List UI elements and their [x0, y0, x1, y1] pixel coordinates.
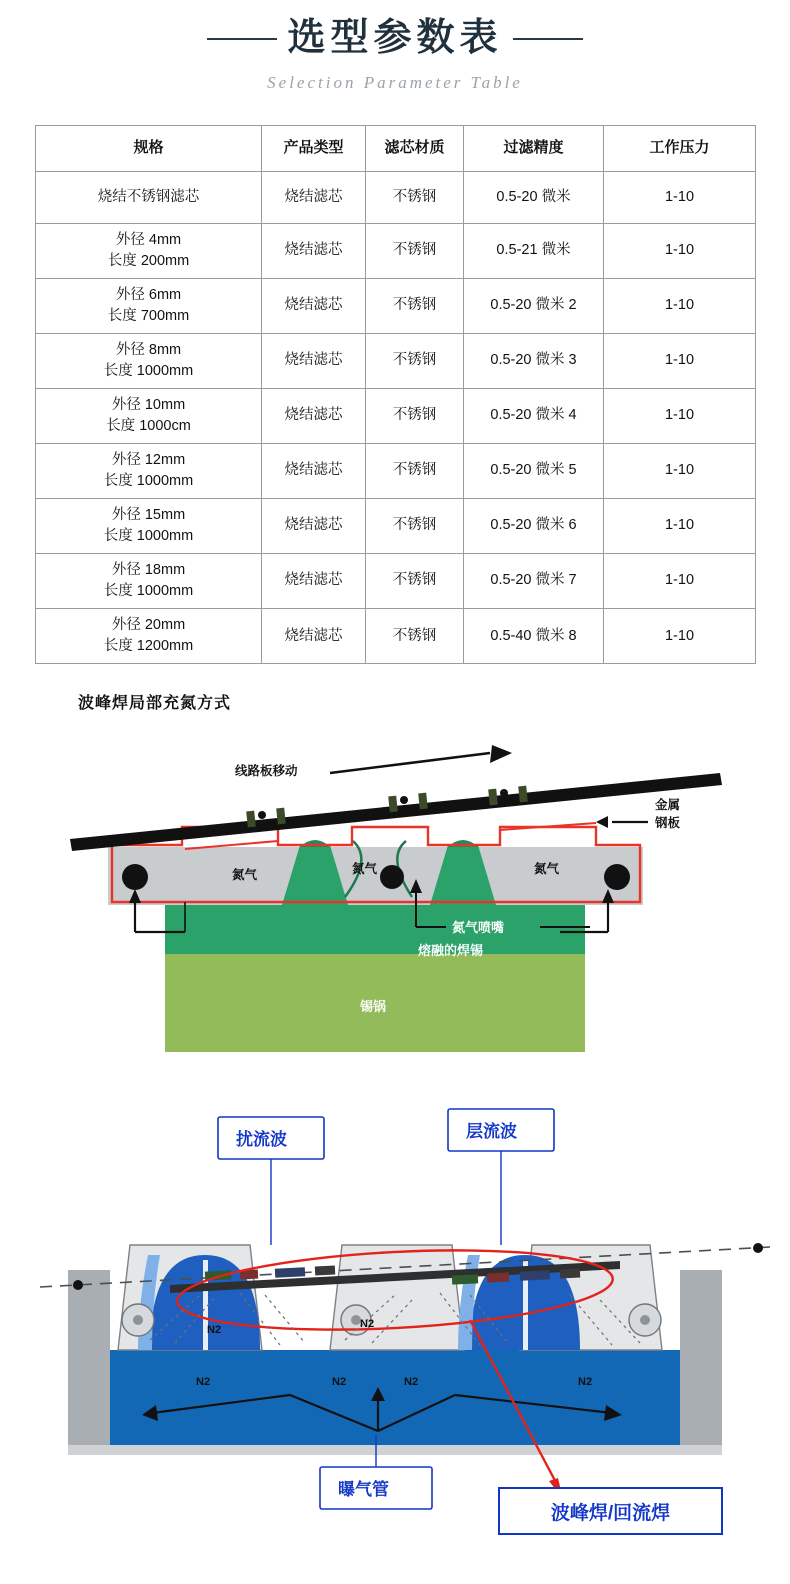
- tank-base: [68, 1445, 722, 1455]
- page-title: 选型参数表: [287, 17, 503, 59]
- cell-precision: 0.5-20 微米 6: [464, 498, 604, 553]
- label-box-aeration: [320, 1467, 432, 1509]
- cell-spec-line2: 长度 200mm: [107, 252, 190, 269]
- cell-type: 烧结滤芯: [262, 443, 366, 498]
- cell-spec-line2: 长度 700mm: [107, 307, 190, 324]
- cell-pressure: 1-10: [604, 443, 756, 498]
- spec-table-wrapper: [35, 125, 755, 664]
- cell-spec-line1: 外径 10mm: [111, 396, 186, 413]
- cell-spec: [36, 171, 262, 223]
- cell-precision: 0.5-20 微米: [464, 171, 604, 223]
- cell-pressure: 1-10: [604, 223, 756, 278]
- cell-material: 不锈钢: [366, 278, 464, 333]
- label-box-turbulent: [218, 1117, 324, 1159]
- cell-type: 烧结滤芯: [262, 498, 366, 553]
- cell-pressure: 1-10: [604, 171, 756, 223]
- cell-spec-line2: 长度 1000mm: [103, 362, 194, 379]
- label-turbulent-wave: 扰流波: [236, 1130, 287, 1150]
- nitrogen-chamber: [108, 847, 643, 905]
- page-header: [0, 0, 790, 93]
- cell-pressure: 1-10: [604, 553, 756, 608]
- label-nitrogen-nozzle: 氮气喷嘴: [452, 920, 505, 936]
- solder-tank: [110, 1350, 680, 1445]
- pcb-board: [70, 773, 722, 851]
- label-n2-4: N2: [360, 1318, 375, 1331]
- cell-precision: 0.5-20 微米 2: [464, 278, 604, 333]
- tank-pillar-left: [68, 1270, 110, 1445]
- label-molten-solder: 熔融的焊锡: [418, 943, 484, 959]
- cell-material: 不锈钢: [366, 498, 464, 553]
- cell-spec-line2: 长度 1200mm: [103, 638, 194, 655]
- table-row: [36, 171, 756, 223]
- table-row: [36, 223, 756, 278]
- cell-type: 烧结滤芯: [262, 223, 366, 278]
- title-rule-left: [207, 38, 277, 40]
- path-marker-right: [753, 1243, 763, 1253]
- cell-spec: [36, 443, 262, 498]
- column-header-pressure: 工作压力: [604, 125, 756, 171]
- label-solder-pot: 锡锅: [360, 999, 387, 1015]
- table-row: [36, 498, 756, 553]
- label-n2-1: N2: [207, 1324, 222, 1337]
- cell-spec-line1: 外径 20mm: [111, 617, 186, 634]
- table-header-row: [36, 125, 756, 171]
- cell-spec-line1: 烧结不锈钢滤芯: [97, 188, 200, 205]
- cell-pressure: 1-10: [604, 388, 756, 443]
- label-box-wave-reflow: [498, 1487, 723, 1535]
- label-board-move: 线路板移动: [235, 764, 298, 779]
- cell-precision: 0.5-20 微米 5: [464, 443, 604, 498]
- cell-material: 不锈钢: [366, 443, 464, 498]
- cell-type: 烧结滤芯: [262, 333, 366, 388]
- cell-pressure: 1-10: [604, 278, 756, 333]
- cell-type: 烧结滤芯: [262, 609, 366, 664]
- molten-solder-body: [165, 902, 585, 954]
- cell-spec: [36, 609, 262, 664]
- spec-table: [35, 125, 756, 664]
- cell-spec: [36, 278, 262, 333]
- section-heading: 波峰焊局部充氮方式: [78, 695, 232, 713]
- roller-middle: [380, 865, 404, 889]
- cell-material: 不锈钢: [366, 223, 464, 278]
- label-n2-mid: 氮气: [352, 862, 378, 877]
- table-row: [36, 333, 756, 388]
- cell-spec-line1: 外径 4mm: [115, 231, 182, 248]
- table-row: [36, 388, 756, 443]
- cell-type: 烧结滤芯: [262, 278, 366, 333]
- metal-plate-arrow: [596, 816, 648, 828]
- cell-spec-line1: 外径 8mm: [115, 341, 182, 358]
- cell-precision: 0.5-21 微米: [464, 223, 604, 278]
- cell-spec-line1: 外径 12mm: [111, 451, 186, 468]
- cell-precision: 0.5-20 微米 7: [464, 553, 604, 608]
- cell-spec-line2: 长度 1000cm: [106, 417, 191, 434]
- board-move-arrow: [330, 745, 512, 773]
- roller-left: [122, 864, 148, 890]
- tank-pillar-right: [680, 1270, 722, 1445]
- figure-wave-types: [0, 1095, 790, 1525]
- label-box-laminar: [448, 1109, 554, 1151]
- cell-pressure: 1-10: [604, 498, 756, 553]
- cell-spec: [36, 498, 262, 553]
- label-metal-plate-line1: 金属: [655, 798, 681, 813]
- cell-material: 不锈钢: [366, 333, 464, 388]
- cell-material: 不锈钢: [366, 553, 464, 608]
- title-rule-right: [513, 38, 583, 40]
- cell-spec-line1: 外径 6mm: [115, 286, 182, 303]
- table-row: [36, 609, 756, 664]
- cell-spec: [36, 333, 262, 388]
- label-n2-6: N2: [578, 1376, 593, 1389]
- cell-precision: 0.5-20 微米 4: [464, 388, 604, 443]
- cell-spec: [36, 223, 262, 278]
- title-row: [0, 18, 790, 60]
- table-row: [36, 278, 756, 333]
- cell-pressure: 1-10: [604, 609, 756, 664]
- figure-nitrogen-wave-solder: [0, 727, 790, 1067]
- label-metal-plate-line2: 钢板: [655, 816, 681, 831]
- cell-precision: 0.5-20 微米 3: [464, 333, 604, 388]
- label-laminar-wave: 层流波: [466, 1122, 517, 1142]
- label-n2-3: N2: [332, 1376, 347, 1389]
- cell-type: 烧结滤芯: [262, 553, 366, 608]
- cell-material: 不锈钢: [366, 609, 464, 664]
- label-n2-5: N2: [404, 1376, 419, 1389]
- table-row: [36, 443, 756, 498]
- cell-spec: [36, 388, 262, 443]
- label-n2-left: 氮气: [232, 868, 258, 883]
- path-marker-left: [73, 1280, 83, 1290]
- page-subtitle: Selection Parameter Table: [267, 72, 523, 92]
- table-row: [36, 553, 756, 608]
- cell-precision: 0.5-40 微米 8: [464, 609, 604, 664]
- roller-right: [604, 864, 630, 890]
- cell-spec-line2: 长度 1000mm: [103, 527, 194, 544]
- column-header-material: 滤芯材质: [366, 125, 464, 171]
- cell-material: 不锈钢: [366, 171, 464, 223]
- label-n2-right: 氮气: [534, 862, 560, 877]
- cell-spec-line1: 外径 18mm: [111, 561, 186, 578]
- label-wave-reflow: 波峰焊/回流焊: [550, 1502, 671, 1524]
- cell-spec-line1: 外径 15mm: [111, 506, 186, 523]
- cell-material: 不锈钢: [366, 388, 464, 443]
- cell-type: 烧结滤芯: [262, 171, 366, 223]
- cell-pressure: 1-10: [604, 333, 756, 388]
- column-header-type: 产品类型: [262, 125, 366, 171]
- cell-spec: [36, 553, 262, 608]
- cell-spec-line2: 长度 1000mm: [103, 472, 194, 489]
- cell-type: 烧结滤芯: [262, 388, 366, 443]
- cell-spec-line2: 长度 1000mm: [103, 583, 194, 599]
- column-header-precision: 过滤精度: [464, 125, 604, 171]
- label-aeration-pipe: 曝气管: [338, 1480, 389, 1500]
- column-header-spec: 规格: [36, 125, 262, 171]
- label-n2-2: N2: [196, 1376, 211, 1389]
